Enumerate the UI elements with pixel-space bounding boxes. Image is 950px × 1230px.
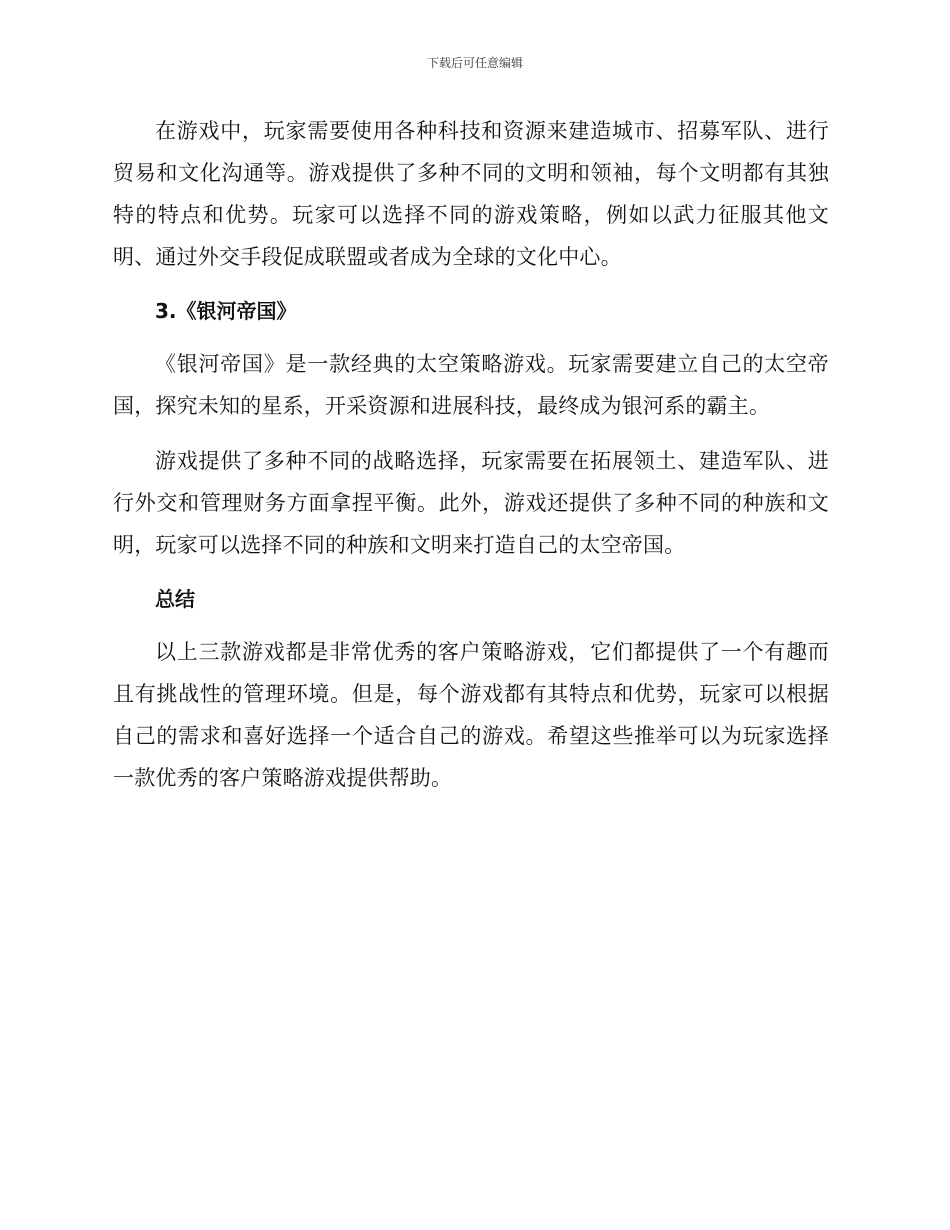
document-body [113,110,829,812]
page-header: 下载后可任意编辑 [426,56,523,70]
section-heading-galactic-empire: 3.《银河帝国》 [155,299,297,323]
section-heading-summary: 总结 [155,587,195,611]
paragraph-galactic-empire-strategy: 游戏提供了多种不同的战略选择，玩家需要在拓展领土、建造军队、进行外交和管理财务方面拿捏平衡。此外，游戏还提供了多种不同的种族和文明，玩家可以选择不同的种族和文明来打造自己的太空帝国。 [113,449,829,557]
paragraph-summary: 以上三款游戏都是非常优秀的客户策略游戏，它们都提供了一个有趣而且有挑战性的管理环境。但是，每个游戏都有其特点和优势，玩家可以根据自己的需求和喜好选择一个适合自己的游戏。希望这些推举可以为玩家选择一款优秀的客户策略游戏提供帮助。 [113,640,829,790]
paragraph-galactic-empire-intro: 《银河帝国》是一款经典的太空策略游戏。玩家需要建立自己的太空帝国，探究未知的星系，开采资源和进展科技，最终成为银河系的霸主。 [113,352,829,418]
paragraph-civilization-gameplay: 在游戏中，玩家需要使用各种科技和资源来建造城市、招募军队、进行贸易和文化沟通等。游戏提供了多种不同的文明和领袖，每个文明都有其独特的特点和优势。玩家可以选择不同的游戏策略，例如以武力征服其他文明、通过外交手段促成联盟或者成为全球的文化中心。 [113,119,829,269]
